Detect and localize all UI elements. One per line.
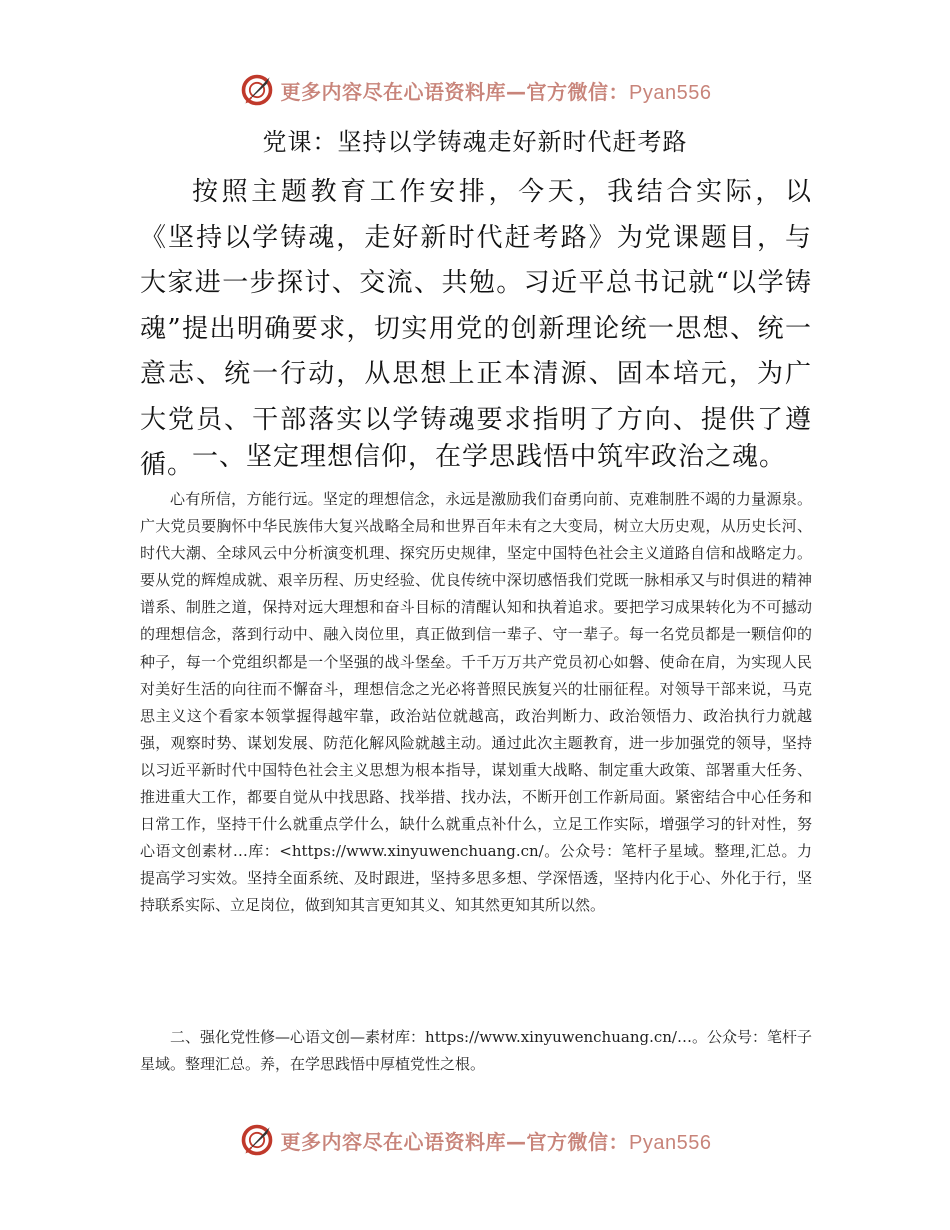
banner-promo-text: 更多内容尽在心语资料库—官方微信： [280,79,630,104]
quill-logo-icon [239,1122,275,1158]
banner-promo-text: 更多内容尽在心语资料库—官方微信： [280,1129,630,1154]
wechat-id: Pyan556 [629,81,712,104]
quill-logo-icon [239,72,275,108]
banner-text [281,76,712,105]
section-2-body: 二、强化党性修—心语文创—素材库：https://www.xinyuwenchuang.cn/…。公众号：笔杆子星域。整理汇总。养，在学思践悟中厚植党性之根。 [140,1028,812,1073]
footer-banner [0,1120,950,1160]
banner-text [281,1126,712,1155]
intro-paragraph: 按照主题教育工作安排，今天，我结合实际，以《坚持以学铸魂，走好新时代赶考路》为党课题目，与大家进一步探讨、交流、共勉。习近平总书记就“以学铸魂”提出明确要求，切实用党的创新理论统一思想、统一意志、统一行动，从思想上正本清源、固本培元，为广大党员、干部落实以学铸魂要求指明了方向、提供了遵循。 [140,177,812,480]
header-banner [0,70,950,110]
section-1-heading: 一、坚定理想信仰，在学思践悟中筑牢政治之魂。 [192,442,787,472]
wechat-id: Pyan556 [629,1131,712,1154]
document-title: 党课：坚持以学铸魂走好新时代赶考路 [262,128,688,156]
section-1-body: 心有所信，方能行远。坚定的理想信念，永远是激励我们奋勇向前、克难制胜不竭的力量源泉。广大党员要胸怀中华民族伟大复兴战略全局和世界百年未有之大变局，树立大历史观，从历史长河、时代大潮、全球风云中分析演变机理、探究历史规律，坚定中国特色社会主义道路自信和战略定力。要从党的辉煌成就、艰辛历程、历史经验、优良传统中深切感悟我们党既一脉相承又与时俱进的精神谱系、制胜之道，保持对远大理想和奋斗目标的清醒认知和执着追求。要把学习成果转化为不可撼动的理想信念，落到行动中、融入岗位里，真正做到信一辈子、守一辈子。每一名党员都是一颗信仰的种子，每一个党组织都是一个坚强的战斗堡垒。千千万万共产党员初心如磐、使命在肩，为实现人民对美好生活的向往而不懈奋斗，理想信念之光必将普照民族复兴的壮丽征程。对领导干部来说，马克思主义这个看家本领掌握得越牢靠，政治站位就越高，政治判断力、政治领悟力、政治执行力就越强，观察时势、谋划发展、防范化解风险就越主动。通过此次主题教育，进一步加强党的领导，坚持以习近平新时代中国特色社会主义思想为根本指导，谋划重大战略、制定重大政策、部署重大任务、推进重大工作，都要自觉从中找思路、找举措、找办法，不断开创工作新局面。紧密结合中心任务和日常工作，坚持干什么就重点学什么，缺什么就重点补什么，立足工作实际，增强学习的针对性，努心语文创素材…库：<https://www.xinyuwenchuang.cn/。公众号：笔杆子星域。整理,汇总。力提高学习实效。坚持全面系统、及时跟进，坚持多思多想、学深悟透，坚持内化于心、外化于行，坚持联系实际、立足岗位，做到知其言更知其义、知其然更知其所以然。 [140,490,812,915]
